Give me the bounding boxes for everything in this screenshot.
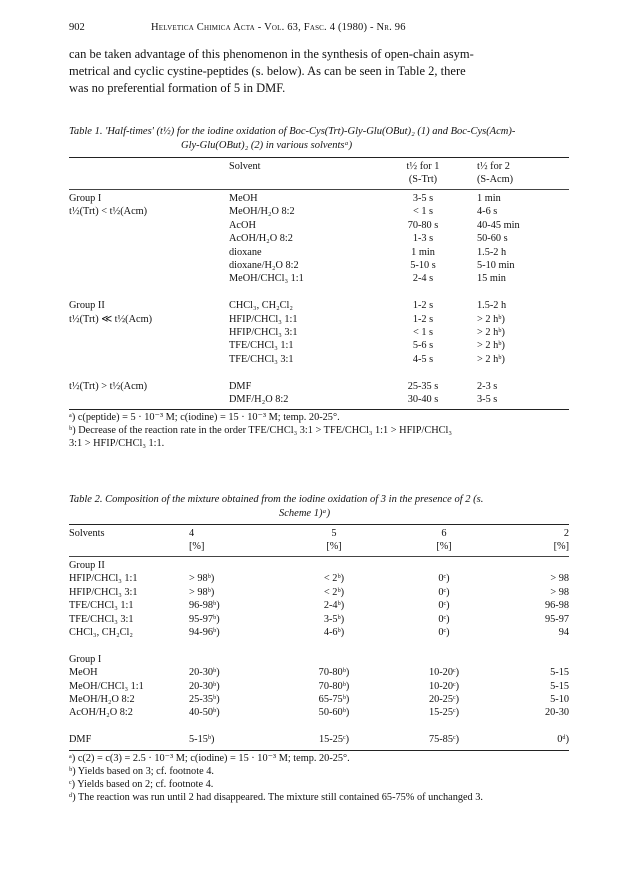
table1-bottom-rule: [69, 409, 569, 410]
table2-row: [69, 613, 569, 626]
table1-cell: 1 min: [477, 193, 501, 204]
table1-cell: MeOH/H₂O 8:2: [229, 206, 295, 218]
table1-cell: AcOH: [229, 219, 256, 231]
table2-cell: 95-97: [544, 613, 569, 625]
table2-cell: [389, 639, 499, 652]
table2-cell: 20-30ᵇ): [189, 680, 220, 692]
table2-cell: [499, 720, 569, 733]
table1-cell: 1 min: [411, 246, 435, 258]
table2-cell: > 98: [550, 586, 569, 598]
table2-cell: 40-50ᵇ): [189, 707, 220, 719]
table1-cell: [69, 219, 229, 232]
table2-body: [69, 559, 569, 747]
table1-caption: [69, 125, 515, 153]
table1-row: [69, 205, 569, 218]
table2-row: [69, 599, 569, 612]
table1-cell: t½(Trt) ≪ t½(Acm): [69, 313, 153, 325]
table1-footnote-b: ᵇ) Decrease of the reaction rate in the order TFE/CHCl₃ 3:1 > TFE/CHCl₃ 1:1 > HFIP/CHCl₃: [69, 425, 452, 436]
table2-cell: [279, 559, 389, 572]
table1-cell: 1.5-2 h: [477, 246, 507, 258]
table2-cell: [389, 559, 499, 572]
table2-cell: > 98ᵇ): [189, 586, 215, 598]
table1-cell: [69, 326, 229, 339]
table1-cell: [369, 286, 477, 299]
table2-cell: 15-25ᶜ): [318, 734, 350, 746]
table2-header-rule: [69, 556, 569, 557]
table1-cell: MeOH: [229, 193, 258, 204]
table1-cell: 3-5 s: [412, 193, 434, 204]
table2-cell: 0ᶜ): [438, 627, 450, 639]
table2-cell: 20-30: [544, 707, 569, 719]
table2-cell: 65-75ᵇ): [318, 694, 350, 706]
table1-cell: 1-2 s: [412, 313, 434, 325]
table2-footnote-d: ᵈ) The reaction was run until 2 had disappeared. The mixture still contained 65-75% of unchanged 3.: [69, 792, 484, 803]
table2-header-6: 6: [441, 528, 447, 539]
table2-cell: HFIP/CHCl₃ 3:1: [69, 586, 138, 598]
table1-cell: 40-45 min: [477, 219, 520, 231]
table2-cell: 94-96ᵇ): [189, 627, 220, 639]
table2-cell: 0ᶜ): [438, 600, 450, 612]
table1-cell: [477, 286, 569, 299]
table2-cell: 5-15: [550, 680, 569, 692]
table1-row: [69, 380, 569, 393]
table2-row: [69, 733, 569, 746]
table1-body: [69, 192, 569, 406]
table2-cell: Group I: [69, 653, 102, 665]
table1-caption-line2: Gly-Glu(OBut)₂ (2) in various solventsᵃ): [181, 140, 353, 151]
table2-cell: 96-98ᵇ): [189, 600, 220, 612]
table1-cell: 4-6 s: [477, 206, 498, 218]
table2-unit: [%]: [436, 541, 452, 553]
table1-cell: dioxane/H₂O 8:2: [229, 260, 299, 272]
table2-cell: 94: [558, 627, 569, 639]
table1-cell: 5-10 s: [410, 260, 436, 272]
table2-cell: < 2ᵇ): [323, 586, 345, 598]
table1-row: [69, 326, 569, 339]
table2-cell: [189, 720, 279, 733]
table1-cell: > 2 hᵇ): [477, 353, 505, 365]
table2-cell: TFE/CHCl₃ 1:1: [69, 600, 134, 612]
table1-row: [69, 246, 569, 259]
table2-cell: 20-25ᶜ): [428, 694, 460, 706]
table1-cell: TFE/CHCl₃ 3:1: [229, 353, 294, 365]
table2-header-solvents: Solvents: [69, 528, 105, 539]
table2-cell: Group II: [69, 560, 105, 571]
table2-cell: DMF: [69, 734, 92, 746]
table1-cell: > 2 hᵇ): [477, 313, 505, 325]
table1-footnote-a: ᵃ) c(peptide) = 5 · 10⁻³ M; c(iodine) = 15 · 10⁻³ M; temp. 20-25°.: [69, 412, 340, 423]
table2-cell: 96-98: [544, 600, 569, 612]
table2-cell: 50-60ᵇ): [318, 707, 350, 719]
table1-cell: 70-80 s: [407, 219, 439, 231]
running-title: Helvetica Chimica Acta - Vol. 63, Fasc. 4 (1980) - Nr. 96: [151, 22, 406, 33]
table1-cell: Group II: [69, 300, 105, 312]
table2-cell: 25-35ᵇ): [189, 694, 220, 706]
table2-unit: [%]: [553, 541, 569, 553]
table1-cell: 5-6 s: [412, 340, 434, 352]
table2-row: [69, 720, 569, 733]
table1-header-rule: [69, 189, 569, 190]
table2-row: [69, 653, 569, 666]
table1-header-col1: t½ for 1: [406, 161, 440, 172]
intro-paragraph: [69, 46, 569, 97]
table2-cell: [499, 653, 569, 666]
page-number: 902: [69, 22, 85, 33]
table2-cell: 10-20ᶜ): [428, 680, 460, 692]
table1-header-col2: t½ for 2: [477, 161, 510, 172]
table2-cell: AcOH/H₂O 8:2: [69, 707, 133, 719]
table1-caption-line1: Table 1. 'Half-times' (t½) for the iodine oxidation of Boc-Cys(Trt)-Gly-Glu(OBut)₂ (1) and Boc-Cys(Acm)-: [69, 126, 516, 137]
table2-cell: [69, 639, 189, 652]
table1-cell: [229, 286, 369, 299]
table2-row: [69, 666, 569, 679]
table1-cell: [69, 272, 229, 285]
table2-header-2: 2: [563, 528, 569, 539]
table1-cell: HFIP/CHCl₃ 1:1: [229, 313, 298, 325]
table2-top-rule: [69, 524, 569, 525]
table2-cell: > 98ᵇ): [189, 573, 215, 585]
table1-cell: 4-5 s: [412, 353, 434, 365]
table2-cell: TFE/CHCl₃ 3:1: [69, 613, 134, 625]
table2-unit: [%]: [189, 541, 205, 553]
table1-row: [69, 393, 569, 406]
table2-cell: 95-97ᵇ): [189, 613, 220, 625]
table1-cell: 1-2 s: [412, 300, 434, 312]
table2-cell: 5-10: [550, 694, 569, 706]
table2-header: [69, 527, 569, 554]
table2-cell: 2-4ᵇ): [323, 600, 345, 612]
table1-cell: [69, 246, 229, 259]
table2-cell: MeOH: [69, 667, 98, 679]
table1-cell: [477, 366, 569, 379]
table1-footnote-b-cont: 3:1 > HFIP/CHCl₃ 1:1.: [69, 438, 165, 449]
table2-cell: [189, 653, 279, 666]
table1-cell: [229, 366, 369, 379]
table1-row: [69, 299, 569, 312]
table1-cell: DMF/H₂O 8:2: [229, 394, 289, 406]
table1-cell: [69, 259, 229, 272]
table2-caption-line1: Table 2. Composition of the mixture obtained from the iodine oxidation of 3 in the presence of 2 (s.: [69, 494, 484, 505]
table2-caption: [69, 493, 483, 521]
table1-cell: 2-4 s: [412, 273, 434, 285]
table1-cell: 3-5 s: [477, 394, 498, 406]
table2-cell: [499, 559, 569, 572]
table2-row: [69, 626, 569, 639]
table2-row: [69, 680, 569, 693]
table2-header-4: 4: [189, 528, 195, 539]
intro-line: can be taken advantage of this phenomenon in the synthesis of open-chain asym-: [69, 47, 474, 61]
intro-line: metrical and cyclic cystine-peptides (s. below). As can be seen in Table 2, there: [69, 64, 466, 78]
table2-unit: [%]: [326, 541, 342, 553]
table2-row: [69, 586, 569, 599]
table2-cell: 3-5ᵇ): [323, 613, 345, 625]
table2-cell: CHCl₃, CH₂Cl₂: [69, 627, 133, 639]
table2-cell: HFIP/CHCl₃ 1:1: [69, 573, 138, 585]
table1-cell: 50-60 s: [477, 233, 508, 245]
table2-cell: 0ᶜ): [438, 573, 450, 585]
table2-bottom-rule: [69, 750, 569, 751]
table2-row: [69, 572, 569, 585]
table2-cell: [279, 639, 389, 652]
table1-cell: AcOH/H₂O 8:2: [229, 233, 293, 245]
table1-row: [69, 259, 569, 272]
table2-cell: [189, 559, 279, 572]
table1-cell: 30-40 s: [407, 394, 439, 406]
table1-cell: t½(Trt) < t½(Acm): [69, 206, 148, 218]
table1-cell: 15 min: [477, 273, 506, 285]
table2-cell: 15-25ᶜ): [428, 707, 460, 719]
table2-row: [69, 693, 569, 706]
table1-cell: HFIP/CHCl₃ 3:1: [229, 327, 298, 339]
table2-cell: [279, 720, 389, 733]
table1-cell: dioxane: [229, 246, 262, 258]
table2-row: [69, 559, 569, 572]
table1-cell: > 2 hᵇ): [477, 327, 505, 339]
table1-header-solvent: Solvent: [229, 161, 261, 172]
table2-cell: [69, 720, 189, 733]
table2-cell: [389, 720, 499, 733]
table2-cell: 0ᶜ): [438, 613, 450, 625]
table2-cell: 20-30ᵇ): [189, 667, 220, 679]
table2-cell: [189, 639, 279, 652]
table1-cell: 1-3 s: [412, 233, 434, 245]
table1-header-col1-sub: (S-Trt): [408, 174, 438, 186]
table1-cell: < 1 s: [412, 206, 434, 218]
table2-footnote-a: ᵃ) c(2) = c(3) = 2.5 · 10⁻³ M; c(iodine) = 15 · 10⁻³ M; temp. 20-25°.: [69, 753, 350, 764]
table2-cell: [499, 639, 569, 652]
table1-header: [69, 160, 569, 187]
table1-cell: TFE/CHCl₃ 1:1: [229, 340, 294, 352]
table1-header-col2-sub: (S-Acm): [477, 174, 514, 186]
table1-cell: < 1 s: [412, 327, 434, 339]
table2-cell: > 98: [550, 573, 569, 585]
table2-cell: 70-80ᵇ): [318, 680, 350, 692]
table2-cell: 5-15ᵇ): [189, 734, 215, 746]
table2-cell: [389, 653, 499, 666]
table2-cell: 70-80ᵇ): [318, 667, 350, 679]
table1-cell: [69, 353, 229, 366]
table2-cell: MeOH/H₂O 8:2: [69, 694, 135, 706]
table1-cell: Group I: [69, 193, 102, 204]
table1-row: [69, 272, 569, 285]
table1-cell: [69, 366, 229, 379]
table1-cell: 1.5-2 h: [477, 300, 507, 312]
table1-cell: [69, 232, 229, 245]
table1-row: [69, 366, 569, 379]
table1-cell: [69, 286, 229, 299]
table2-cell: [279, 653, 389, 666]
table1-cell: 25-35 s: [407, 380, 439, 392]
table1-top-rule: [69, 157, 569, 158]
table1-cell: 2-3 s: [477, 380, 498, 392]
table2-row: [69, 639, 569, 652]
table1-cell: MeOH/CHCl₃ 1:1: [229, 273, 304, 285]
table1-row: [69, 313, 569, 326]
table1-cell: > 2 hᵇ): [477, 340, 505, 352]
table1-cell: DMF: [229, 380, 252, 392]
table1-row: [69, 219, 569, 232]
table1-row: [69, 286, 569, 299]
table2-cell: 75-85ᶜ): [428, 734, 460, 746]
table2-header-5: 5: [331, 528, 337, 539]
table1-row: [69, 192, 569, 205]
table2-footnote-b: ᵇ) Yields based on 3; cf. footnote 4.: [69, 766, 214, 777]
table1-row: [69, 232, 569, 245]
table2-cell: < 2ᵇ): [323, 573, 345, 585]
table1-cell: CHCl₃, CH₂Cl₂: [229, 300, 293, 312]
table2-cell: 5-15: [550, 667, 569, 679]
table2-cell: MeOH/CHCl₃ 1:1: [69, 680, 144, 692]
table2-cell: 10-20ᶜ): [428, 667, 460, 679]
table1-cell: [369, 366, 477, 379]
table1-row: [69, 339, 569, 352]
table2-cell: 4-6ᵇ): [323, 627, 345, 639]
table2-caption-line2: Scheme 1)ᵃ): [279, 508, 331, 519]
table1-cell: 5-10 min: [477, 260, 515, 272]
table2-footnote-c: ᶜ) Yields based on 2; cf. footnote 4.: [69, 779, 214, 790]
table1-cell: t½(Trt) > t½(Acm): [69, 380, 148, 392]
table2-row: [69, 706, 569, 719]
table1-cell: [69, 393, 229, 406]
table2-cell: 0ᶜ): [438, 586, 450, 598]
table1-cell: [69, 339, 229, 352]
intro-line: was no preferential formation of 5 in DMF.: [69, 81, 286, 95]
table2-cell: 0ᵈ): [557, 734, 569, 746]
table1-row: [69, 353, 569, 366]
